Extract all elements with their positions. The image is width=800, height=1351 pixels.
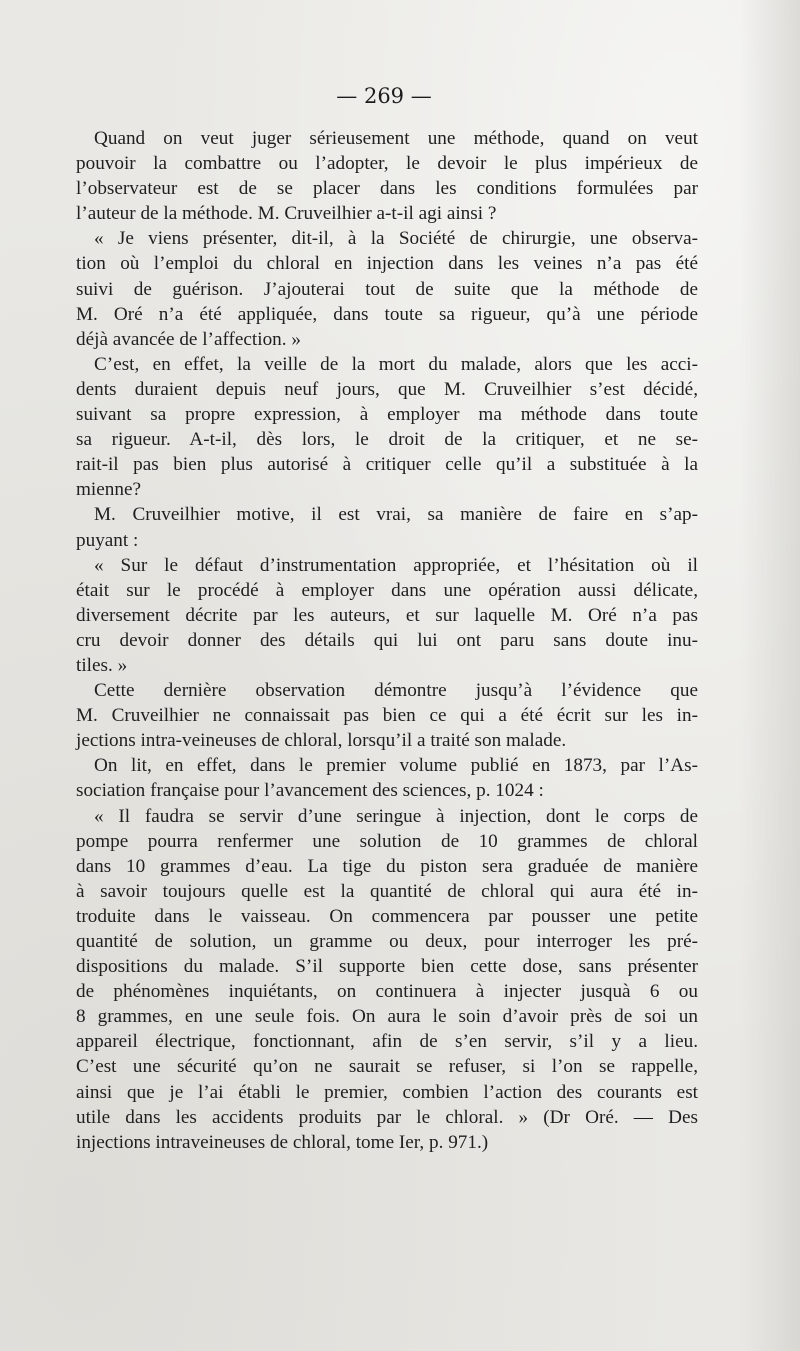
text-line: « Sur le défaut d’instrumentation appropriée, et l’hésitation où il <box>94 554 698 576</box>
text-line: M. Oré n’a été appliquée, dans toute sa rigueur, qu’à une période <box>76 303 698 325</box>
text-line: rait-il pas bien plus autorisé à critiquer celle qu’il a substituée à la <box>76 454 698 476</box>
text-line: injections intraveineuses de chloral, tome Ier, p. 971.) <box>76 1131 489 1153</box>
text-line: l’observateur est de se placer dans les conditions formulées par <box>76 178 698 200</box>
text-line: Cette dernière observation démontre jusqu’à l’évidence que <box>94 680 698 702</box>
text-line: troduite dans le vaisseau. On commencera par pousser une petite <box>76 905 698 927</box>
text-line: suivi de guérison. J’ajouterai tout de suite que la méthode de <box>76 278 698 300</box>
text-line: à savoir toujours quelle est la quantité de chloral qui aura été in- <box>76 880 698 902</box>
text-line: cru devoir donner des détails qui lui ont paru sans doute inu- <box>76 629 698 651</box>
page-edge-shadow <box>740 0 800 1351</box>
text-line: était sur le procédé à employer dans une opération aussi délicate, <box>76 579 698 601</box>
text-line: dents duraient depuis neuf jours, que M. Cruveilhier s’est décidé, <box>76 378 698 400</box>
text-line: quantité de solution, un gramme ou deux, pour interroger les pré- <box>76 931 698 952</box>
text-line: diversement décrite par les auteurs, et sur laquelle M. Oré n’a pas <box>76 604 698 626</box>
text-line: Quand on veut juger sérieusement une méthode, quand on veut <box>94 128 698 149</box>
text-line: puyant : <box>76 529 139 551</box>
body-text <box>76 126 698 1155</box>
text-line: sociation française pour l’avancement des sciences, p. 1024 : <box>76 780 544 802</box>
text-line: C’est une sécurité qu’on ne saurait se refuser, si l’on se rappelle, <box>76 1056 698 1078</box>
text-line: « Il faudra se servir d’une seringue à injection, dont le corps de <box>94 805 698 827</box>
text-line: dispositions du malade. S’il supporte bien cette dose, sans présenter <box>76 956 698 978</box>
text-line: jections intra-veineuses de chloral, lorsqu’il a traité son malade. <box>76 730 567 752</box>
text-line: appareil électrique, fonctionnant, afin de s’en servir, s’il y a lieu. <box>76 1031 698 1053</box>
text-line: suivant sa propre expression, à employer ma méthode dans toute <box>76 404 698 426</box>
text-line: M. Cruveilhier motive, il est vrai, sa manière de faire en s’ap- <box>94 504 698 526</box>
text-line: de phénomènes inquiétants, on continuera à injecter jusquà 6 ou <box>76 981 698 1003</box>
text-line: C’est, en effet, la veille de la mort du malade, alors que les acci- <box>94 353 698 375</box>
text-line: mienne? <box>76 479 141 501</box>
text-line: 8 grammes, en une seule fois. On aura le soin d’avoir près de soi un <box>76 1006 698 1028</box>
text-line: pouvoir la combattre ou l’adopter, le devoir le plus impérieux de <box>76 153 698 175</box>
text-line: tion où l’emploi du chloral en injection dans les veines n’a pas été <box>76 253 698 275</box>
page-number: — 269 — <box>336 84 432 108</box>
text-line: dans 10 grammes d’eau. La tige du piston sera graduée de manière <box>76 855 698 877</box>
text-line: « Je viens présenter, dit-il, à la Société de chirurgie, une observa- <box>94 228 698 250</box>
text-line: l’auteur de la méthode. M. Cruveilhier a-t-il agi ainsi ? <box>76 203 497 225</box>
text-line: On lit, en effet, dans le premier volume publié en 1873, par l’As- <box>94 755 698 777</box>
text-line: tiles. » <box>76 654 128 676</box>
text-line: utile dans les accidents produits par le chloral. » (Dr Oré. — Des <box>76 1106 698 1128</box>
text-line: ainsi que je l’ai établi le premier, combien l’action des courants est <box>76 1081 698 1103</box>
text-line: sa rigueur. A-t-il, dès lors, le droit de la critiquer, et ne se- <box>76 429 698 451</box>
text-line: déjà avancée de l’affection. » <box>76 328 301 350</box>
text-line: M. Cruveilhier ne connaissait pas bien ce qui a été écrit sur les in- <box>76 705 698 727</box>
text-line: pompe pourra renfermer une solution de 10 grammes de chloral <box>76 830 698 852</box>
